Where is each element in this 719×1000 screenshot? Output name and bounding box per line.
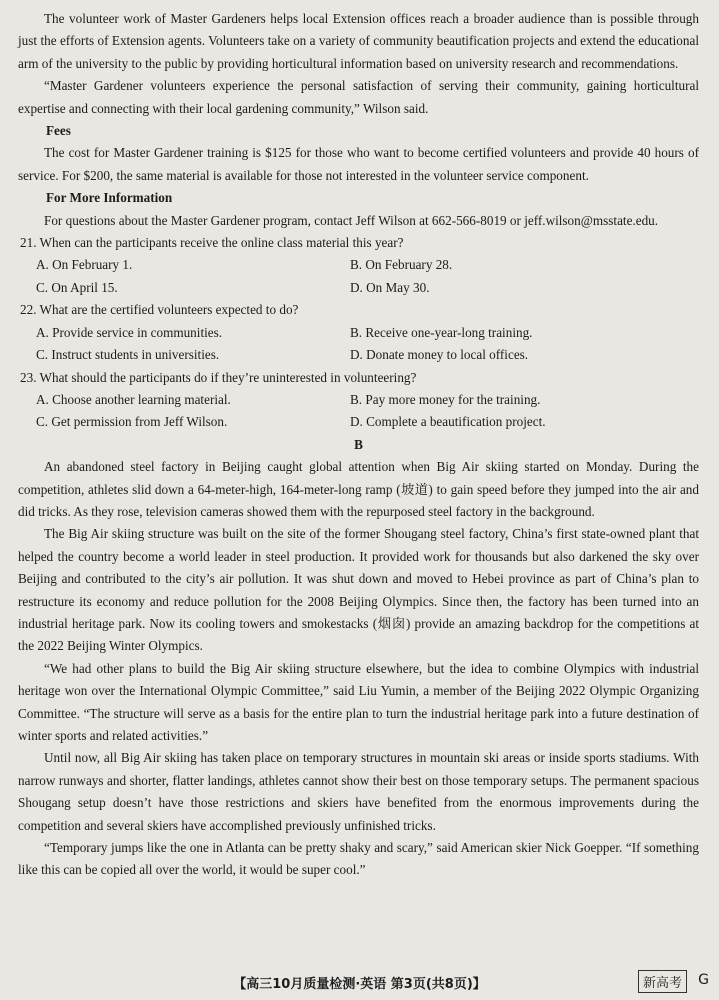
option: B. Pay more money for the training. [350,391,541,407]
question-22: 22. What are the certified volunteers expected to do? [20,302,299,318]
page-footer [0,970,719,994]
option: B. On February 28. [350,257,453,273]
option: A. Provide service in communities. [36,324,223,340]
option: C. On April 15. [36,279,118,295]
footer-version-letter: G [698,972,709,988]
option: C. Instruct students in universities. [36,347,220,363]
option: A. On February 1. [36,257,133,273]
question-21-options [36,254,699,299]
passage-a-paragraph-2: “Master Gardener volunteers experience the personal satisfaction of serving their community, gaining horticultural expertise and connecting with their local gardening community,” Wilson said. [18,78,699,116]
question-23-options [36,389,699,434]
option: D. Donate money to local offices. [350,347,529,363]
option: B. Receive one-year-long training. [350,324,533,340]
passage-b-paragraph-1: An abandoned steel factory in Beijing caught global attention when Big Air skiing started on Monday. During the competition, athletes slid down a 64-meter-high, 164-meter-long ramp (坡道) to gain speed before they jumped into the air and did tricks. As they rose, television cameras showed them with the repurposed steel factory in the background. [18,459,699,519]
question-22-options [36,322,699,367]
footer-badge: 新高考 [638,970,687,993]
section-b-heading: B [354,436,363,452]
more-info-heading: For More Information [46,190,173,206]
option: D. On May 30. [350,279,430,295]
option: D. Complete a beautification project. [350,414,546,430]
passage-a-paragraph-4: For questions about the Master Gardener program, contact Jeff Wilson at 662-566-8019 or jeff.wilson@msstate.edu. [44,212,659,228]
question-23: 23. What should the participants do if they’re uninterested in volunteering? [20,369,417,385]
option: A. Choose another learning material. [36,391,231,407]
question-21: 21. When can the participants receive the online class material this year? [20,235,404,251]
footer-page-info: 【高三10月质量检测·英语 第3页(共8页)】 [233,977,486,992]
passage-b-paragraph-3: “We had other plans to build the Big Air skiing structure elsewhere, but the idea to combine Olympics with industrial heritage won over the International Olympic Committee,” said Liu Yumin, a member of the Beijing 2022 Olympic Organizing Committee. “The structure will serve as a basis for the entire plan to turn the industrial heritage park into a future destination of winter sports and related activities.” [18,660,699,743]
fees-heading: Fees [46,123,71,139]
option: C. Get permission from Jeff Wilson. [36,414,228,430]
passage-a-paragraph-1: The volunteer work of Master Gardeners helps local Extension offices reach a broader audience than is possible through just the efforts of Extension agents. Volunteers take on a variety of community beautification projects and extend the educational arm of the university to the public by providing horticultural information based on university research and recommendations. [18,11,699,71]
passage-b-paragraph-4: Until now, all Big Air skiing has taken place on temporary structures in mountain ski areas or inside sports stadiums. With narrow runways and shorter, flatter landings, athletes cannot show their best on those temporary setups. The permanent spacious Shougang setup doesn’t have those restrictions and skiers have benefited from the enormous improvements during the competition and several skiers have accomplished previously unfinished tricks. [18,750,699,833]
passage-b-paragraph-5: “Temporary jumps like the one in Atlanta can be pretty shaky and scary,” said American skier Nick Goepper. “If something like this can be copied all over the world, it would be super cool.” [18,840,699,878]
passage-b-paragraph-2: The Big Air skiing structure was built on the site of the former Shougang steel factory, China’s first state-owned plant that helped the country become a world leader in steel production. It provided work for thousands but also darkened the sky over Beijing and contributed to the city’s air pollution. It was shut down and moved to Hebei province as part of China’s plan to restructure its economy and reduce pollution for the 2008 Beijing Olympics. Since then, the factory has been turned into an industrial heritage park. Now its cooling towers and smokestacks (烟囱) provide an amazing backdrop for the competitions at the 2022 Beijing Winter Olympics. [18,526,699,654]
passage-a-paragraph-3: The cost for Master Gardener training is $125 for those who want to become certified volunteers and provide 40 hours of service. For $200, the same material is available for those not interested in the volunteer service component. [18,145,699,183]
